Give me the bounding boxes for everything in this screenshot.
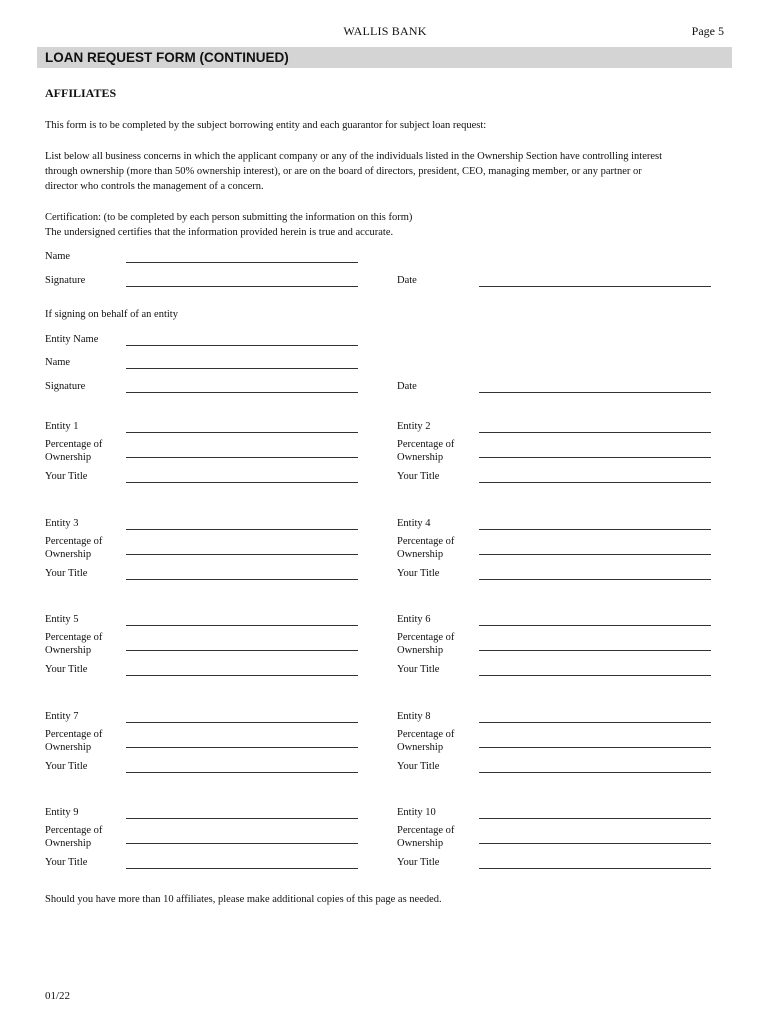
intro-text: This form is to be completed by the subject borrowing entity and each guarantor for subject loan request: xyxy=(45,120,487,131)
name-label: Name xyxy=(45,251,71,262)
entity-6-label: Entity 6 xyxy=(397,614,431,625)
instructions-line-3: director who controls the management of a concern. xyxy=(45,181,264,192)
entity-3-field[interactable] xyxy=(126,529,358,530)
entity-rep-name-label: Name xyxy=(45,357,71,368)
entity-signature-field[interactable] xyxy=(126,392,358,393)
entity-1-ownership-field[interactable] xyxy=(126,457,358,458)
entity-9-field[interactable] xyxy=(126,818,358,819)
entity-2-ownership-label-1: Percentage of xyxy=(397,439,455,450)
instructions-line-1: List below all business concerns in which the applicant company or any of the individuals listed in the Ownership Section have controlling interest xyxy=(45,151,663,162)
entity-1-title-field[interactable] xyxy=(126,482,358,483)
entity-date-field[interactable] xyxy=(479,392,711,393)
date-field[interactable] xyxy=(479,286,711,287)
entity-5-ownership-label-1: Percentage of xyxy=(45,632,103,643)
entity-3-ownership-field[interactable] xyxy=(126,554,358,555)
form-revision-date: 01/22 xyxy=(45,990,71,1002)
name-field[interactable] xyxy=(126,262,358,263)
entity-10-field[interactable] xyxy=(479,818,711,819)
entity-4-ownership-label-1: Percentage of xyxy=(397,536,455,547)
entity-7-ownership-label-2: Ownership xyxy=(45,742,92,753)
entity-4-field[interactable] xyxy=(479,529,711,530)
certification-line-2: The undersigned certifies that the information provided herein is true and accurate. xyxy=(45,227,394,238)
entity-8-title-field[interactable] xyxy=(479,772,711,773)
entity-5-field[interactable] xyxy=(126,625,358,626)
entity-behalf-heading: If signing on behalf of an entity xyxy=(45,309,178,320)
entity-8-field[interactable] xyxy=(479,722,711,723)
entity-3-ownership-label-1: Percentage of xyxy=(45,536,103,547)
bank-name-header: WALLIS BANK xyxy=(343,24,427,38)
entity-1-field[interactable] xyxy=(126,432,358,433)
signature-field[interactable] xyxy=(126,286,358,287)
entity-7-ownership-field[interactable] xyxy=(126,747,358,748)
entity-10-label: Entity 10 xyxy=(397,807,436,818)
entity-2-field[interactable] xyxy=(479,432,711,433)
entity-2-ownership-label-2: Ownership xyxy=(397,452,444,463)
entity-4-ownership-label-2: Ownership xyxy=(397,549,444,560)
entity-2-ownership-field[interactable] xyxy=(479,457,711,458)
entity-signature-label: Signature xyxy=(45,381,86,392)
entity-3-label: Entity 3 xyxy=(45,518,79,529)
entity-2-title-field[interactable] xyxy=(479,482,711,483)
entity-5-title-label: Your Title xyxy=(45,664,88,675)
entity-10-title-label: Your Title xyxy=(397,857,440,868)
entity-7-title-field[interactable] xyxy=(126,772,358,773)
entity-7-title-label: Your Title xyxy=(45,761,88,772)
entity-9-ownership-label-1: Percentage of xyxy=(45,825,103,836)
entity-rep-name-field[interactable] xyxy=(126,368,358,369)
entity-8-ownership-label-2: Ownership xyxy=(397,742,444,753)
entity-2-title-label: Your Title xyxy=(397,471,440,482)
entity-4-label: Entity 4 xyxy=(397,518,431,529)
entity-5-label: Entity 5 xyxy=(45,614,79,625)
entity-4-title-field[interactable] xyxy=(479,579,711,580)
entity-10-ownership-label-2: Ownership xyxy=(397,838,444,849)
entity-9-ownership-label-2: Ownership xyxy=(45,838,92,849)
entity-6-title-label: Your Title xyxy=(397,664,440,675)
signature-label: Signature xyxy=(45,275,86,286)
entity-10-title-field[interactable] xyxy=(479,868,711,869)
entity-3-title-label: Your Title xyxy=(45,568,88,579)
entity-5-ownership-label-2: Ownership xyxy=(45,645,92,656)
instructions-line-2: through ownership (more than 50% ownership interest), or are on the board of directors, president, CEO, managing member, or any partner or xyxy=(45,166,642,177)
entity-8-ownership-field[interactable] xyxy=(479,747,711,748)
entity-7-ownership-label-1: Percentage of xyxy=(45,729,103,740)
entity-8-title-label: Your Title xyxy=(397,761,440,772)
entity-8-label: Entity 8 xyxy=(397,711,431,722)
entity-3-title-field[interactable] xyxy=(126,579,358,580)
entity-10-ownership-field[interactable] xyxy=(479,843,711,844)
entity-10-ownership-label-1: Percentage of xyxy=(397,825,455,836)
entity-1-ownership-label-1: Percentage of xyxy=(45,439,103,450)
certification-line-1: Certification: (to be completed by each person submitting the information on this form) xyxy=(45,212,413,223)
entity-8-ownership-label-1: Percentage of xyxy=(397,729,455,740)
entity-6-ownership-label-2: Ownership xyxy=(397,645,444,656)
entity-4-title-label: Your Title xyxy=(397,568,440,579)
entity-3-ownership-label-2: Ownership xyxy=(45,549,92,560)
form-banner: LOAN REQUEST FORM (CONTINUED) xyxy=(37,47,732,68)
page-number: Page 5 xyxy=(691,24,724,38)
date-label: Date xyxy=(397,275,417,286)
entity-9-ownership-field[interactable] xyxy=(126,843,358,844)
entity-6-ownership-label-1: Percentage of xyxy=(397,632,455,643)
entity-5-ownership-field[interactable] xyxy=(126,650,358,651)
section-title: AFFILIATES xyxy=(45,86,117,100)
entity-9-label: Entity 9 xyxy=(45,807,79,818)
entity-2-label: Entity 2 xyxy=(397,421,431,432)
entity-date-label: Date xyxy=(397,381,417,392)
entity-9-title-field[interactable] xyxy=(126,868,358,869)
entity-6-ownership-field[interactable] xyxy=(479,650,711,651)
entity-6-title-field[interactable] xyxy=(479,675,711,676)
entity-name-field[interactable] xyxy=(126,345,358,346)
entity-1-ownership-label-2: Ownership xyxy=(45,452,92,463)
entity-1-title-label: Your Title xyxy=(45,471,88,482)
entity-1-label: Entity 1 xyxy=(45,421,79,432)
entity-9-title-label: Your Title xyxy=(45,857,88,868)
entity-7-field[interactable] xyxy=(126,722,358,723)
entity-7-label: Entity 7 xyxy=(45,711,79,722)
entity-6-field[interactable] xyxy=(479,625,711,626)
closing-note: Should you have more than 10 affiliates, please make additional copies of this page as needed. xyxy=(45,894,442,905)
entity-name-label: Entity Name xyxy=(45,334,99,345)
entity-4-ownership-field[interactable] xyxy=(479,554,711,555)
entity-5-title-field[interactable] xyxy=(126,675,358,676)
